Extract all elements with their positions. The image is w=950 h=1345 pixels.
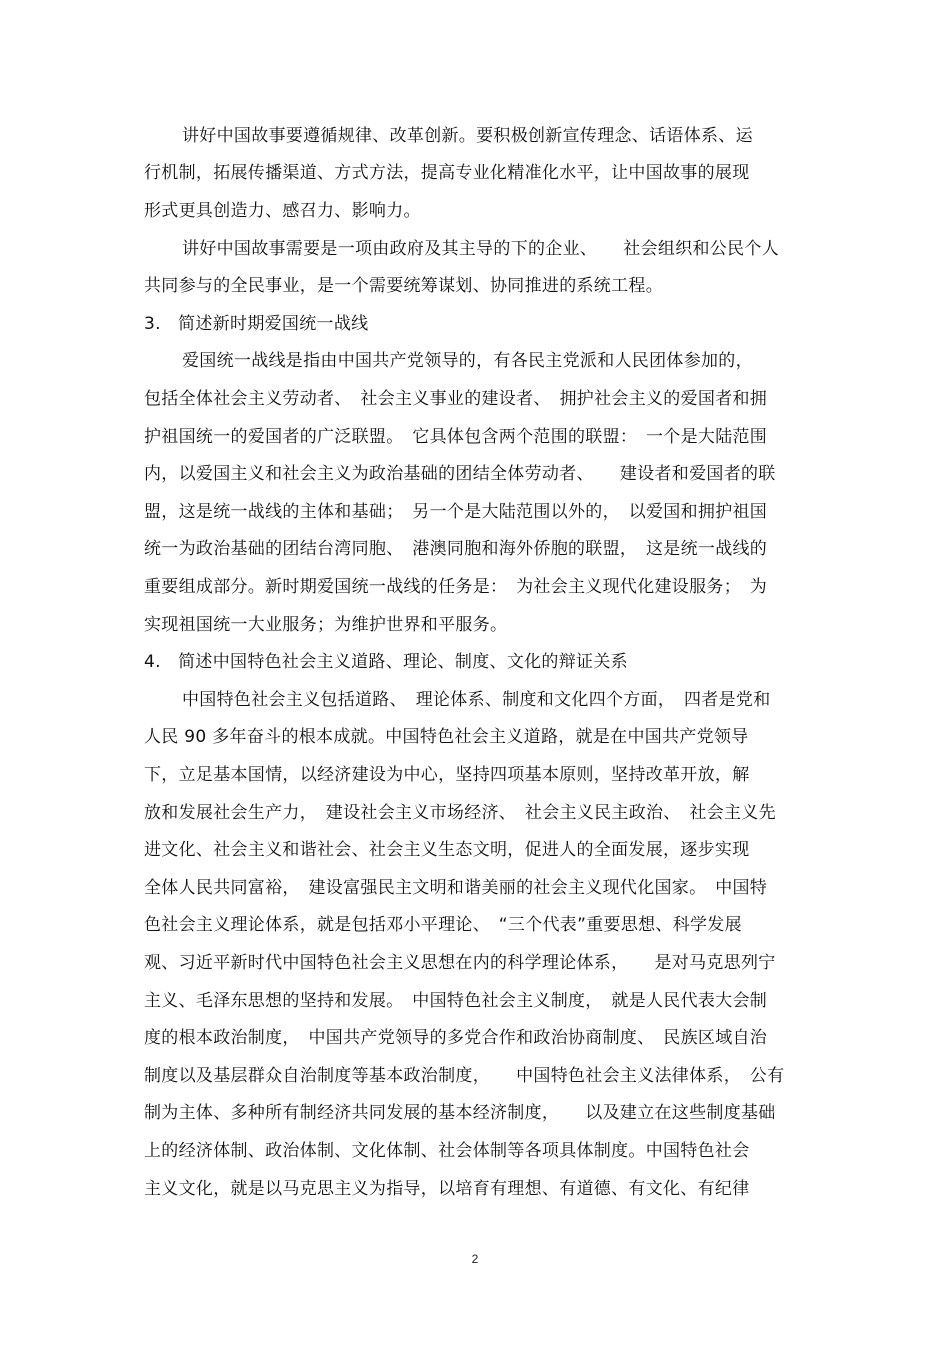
paragraph-line: 全体人民共同富裕， 建设富强民主文明和谐美丽的社会主义现代化国家。 中国特 <box>144 878 768 898</box>
paragraph-line: 下，立足基本国情，以经济建设为中心，坚持四项基本原则，坚持改革开放，解 <box>144 765 750 785</box>
paragraph-line: 讲好中国故事需要是一项由政府及其主导的下的企业、 社会组织和公民个人 <box>182 239 779 259</box>
paragraph-line: 盟，这是统一战线的主体和基础； 另一个是大陆范围以外的， 以爱国和拥护祖国 <box>144 502 768 522</box>
section-heading: 3. 简述新时期爱国统一战线 <box>144 314 369 334</box>
paragraph-line: 共同参与的全民事业，是一个需要统筹谋划、协同推进的系统工程。 <box>144 276 663 296</box>
paragraph-line: 制为主体、多种所有制经济共同发展的基本经济制度， 以及建立在这些制度基础 <box>144 1103 776 1123</box>
paragraph-line: 放和发展社会生产力， 建设社会主义市场经济、 社会主义民主政治、 社会主义先 <box>144 803 776 823</box>
page-number: 2 <box>471 1252 479 1266</box>
paragraph-line: 实现祖国统一大业服务；为维护世界和平服务。 <box>144 615 508 635</box>
paragraph-line: 进文化、社会主义和谐社会、社会主义生态文明，促进人的全面发展，逐步实现 <box>144 840 750 860</box>
paragraph-line: 重要组成部分。新时期爱国统一战线的任务是： 为社会主义现代化建设服务； 为 <box>144 577 768 597</box>
paragraph-line: 观、习近平新时代中国特色社会主义思想在内的科学理论体系， 是对马克思列宁 <box>144 953 776 973</box>
paragraph-line: 制度以及基层群众自治制度等基本政治制度， 中国特色社会主义法律体系， 公有 <box>144 1066 785 1086</box>
paragraph-line: 主义、毛泽东思想的坚持和发展。 中国特色社会主义制度， 就是人民代表大会制 <box>144 991 768 1011</box>
paragraph-line: 包括全体社会主义劳动者、 社会主义事业的建设者、 拥护社会主义的爱国者和拥 <box>144 389 768 409</box>
paragraph-line: 中国特色社会主义包括道路、 理论体系、制度和文化四个方面， 四者是党和 <box>182 690 771 710</box>
paragraph-line: 护祖国统一的爱国者的广泛联盟。 它具体包含两个范围的联盟： 一个是大陆范围 <box>144 427 768 447</box>
paragraph-line: 形式更具创造力、感召力、影响力。 <box>144 201 421 221</box>
paragraph-line: 度的根本政治制度， 中国共产党领导的多党合作和政治协商制度、 民族区域自治 <box>144 1028 768 1048</box>
paragraph-line: 主义文化，就是以马克思主义为指导，以培育有理想、有道德、有文化、有纪律 <box>144 1179 750 1199</box>
paragraph-line: 内，以爱国主义和社会主义为政治基础的团结全体劳动者、 建设者和爱国者的联 <box>144 464 776 484</box>
paragraph-line: 色社会主义理论体系，就是包括邓小平理论、 “三个代表”重要思想、科学发展 <box>144 915 742 935</box>
paragraph-line: 上的经济体制、政治体制、文化体制、社会体制等各项具体制度。中国特色社会 <box>144 1141 750 1161</box>
paragraph-line: 统一为政治基础的团结台湾同胞、 港澳同胞和海外侨胞的联盟， 这是统一战线的 <box>144 539 768 559</box>
paragraph-line: 人民 90 多年奋斗的根本成就。中国特色社会主义道路，就是在中国共产党领导 <box>144 727 749 747</box>
paragraph-line: 爱国统一战线是指由中国共产党领导的，有各民主党派和人民团体参加的， <box>182 351 753 371</box>
paragraph-line: 讲好中国故事要遵循规律、改革创新。要积极创新宣传理念、话语体系、运 <box>182 126 753 146</box>
paragraph-line: 行机制，拓展传播渠道、方式方法，提高专业化精准化水平，让中国故事的展现 <box>144 163 750 183</box>
section-heading: 4. 简述中国特色社会主义道路、理论、制度、文化的辩证关系 <box>144 652 628 672</box>
